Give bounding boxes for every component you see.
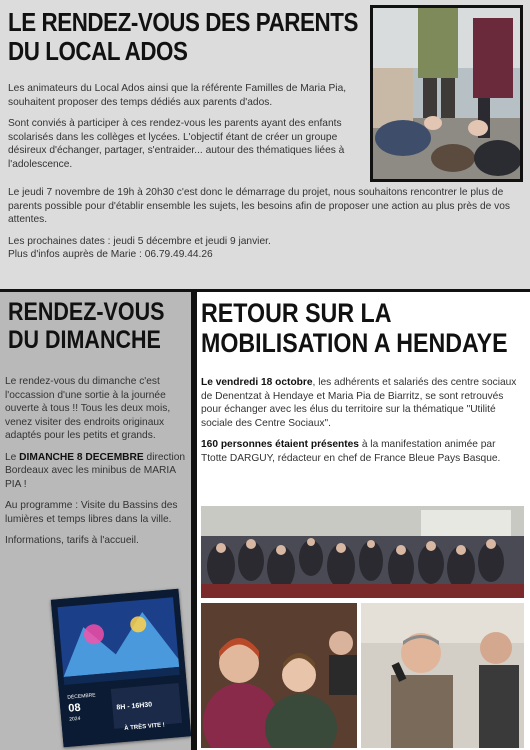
parents-title-line1: LE RENDEZ-VOUS DES PARENTS <box>8 7 358 37</box>
sunday-program: Au programme : Visite du Bassins des lumières et temps libres dans la ville. <box>5 500 178 525</box>
hendaye-title-line2: MOBILISATION A HENDAYE <box>201 328 508 358</box>
hendaye-title <box>201 298 508 358</box>
sunday-paragraph-2 <box>5 451 188 492</box>
poster-tagline: À TRÈS VITE ! <box>124 722 166 732</box>
hendaye-attendees-photo <box>201 603 357 748</box>
hendaye-speaker-photo <box>361 603 524 748</box>
sunday-section <box>0 292 191 750</box>
hendaye-attendance: 160 personnes étaient présentes <box>201 439 359 450</box>
parents-contact: Plus d'infos auprès de Marie : 06.79.49.44.26 <box>8 249 213 260</box>
hendaye-section <box>197 292 530 750</box>
hendaye-paragraph-2 <box>201 438 524 465</box>
parents-paragraph-2: Sont conviés à participer à ces rendez-vous les parents ayant des enfants scolarisés dans les collèges et lycées. L'objectif étant de créer un groupe désireux d'échanger, partager, s'entraider... autour des thématiques liées à l'adolescence. <box>8 118 345 170</box>
poster-time: 8H - 16H30 <box>116 701 153 712</box>
parents-group-photo <box>370 5 523 182</box>
sunday-title <box>8 298 163 354</box>
parents-paragraph-1: Les animateurs du Local Ados ainsi que la référente Familles de Maria Pia, souhaitent proposer des temps dédiés aux parents d'ados. <box>8 83 347 108</box>
hendaye-text <box>201 376 524 473</box>
hendaye-description: , les adhérents et salariés des centre sociaux de Denentzat à Hendaye et Maria Pia de Biarritz, se sont retrouvés pour échanger avec les élus du territoire sur la thématique "Utilité sociale des Centre Sociaux". <box>201 377 517 429</box>
parents-details <box>8 186 523 262</box>
poster-year: 2024 <box>69 715 81 723</box>
parents-title-line2: DU LOCAL ADOS <box>8 36 188 66</box>
hendaye-audience-photo <box>201 506 524 598</box>
sunday-text <box>5 375 188 556</box>
sunday-info: Informations, tarifs à l'accueil. <box>5 535 139 546</box>
hendaye-date: Le vendredi 18 octobre <box>201 377 313 388</box>
sunday-date: DIMANCHE 8 DECEMBRE <box>19 451 144 463</box>
parents-title <box>8 7 358 66</box>
sunday-paragraph-1: Le rendez-vous du dimanche c'est l'occassion d'une sortie à la journée ouverte à tous !! Tous les deux mois, venez visiter des endroits originaux adaptés pour les petits et grands. <box>5 376 171 441</box>
parents-paragraph-3: Le jeudi 7 novembre de 19h à 20h30 c'est donc le démarrage du projet, nous souhaitons rencontrer le plus de parents possible pour d'établir ensemble les sujets, les besoins afin de proposer une action au plus près de vos attentes. <box>8 187 510 225</box>
parents-section <box>0 0 530 289</box>
parents-next-dates: Les prochaines dates : jeudi 5 décembre et jeudi 9 janvier. <box>8 235 271 247</box>
sunday-date-prefix: Le <box>5 451 20 463</box>
sunday-title-line2: DU DIMANCHE <box>8 326 161 354</box>
poster-day: 08 <box>67 701 82 715</box>
sunday-destination: direction Bordeaux avec les minibus de MARIA PIA ! <box>5 451 186 490</box>
poster-month: DÉCEMBRE <box>67 692 96 701</box>
hendaye-paragraph-1 <box>201 376 524 430</box>
bassins-lumieres-poster <box>51 589 191 748</box>
parents-intro <box>8 82 368 179</box>
hendaye-title-line1: RETOUR SUR LA <box>201 298 392 328</box>
hendaye-host: à la manifestation animée par Ttotte DARGUY, rédacteur en chef de France Bleue Pays Basque. <box>201 439 501 464</box>
sunday-title-line1: RENDEZ-VOUS <box>8 298 165 326</box>
